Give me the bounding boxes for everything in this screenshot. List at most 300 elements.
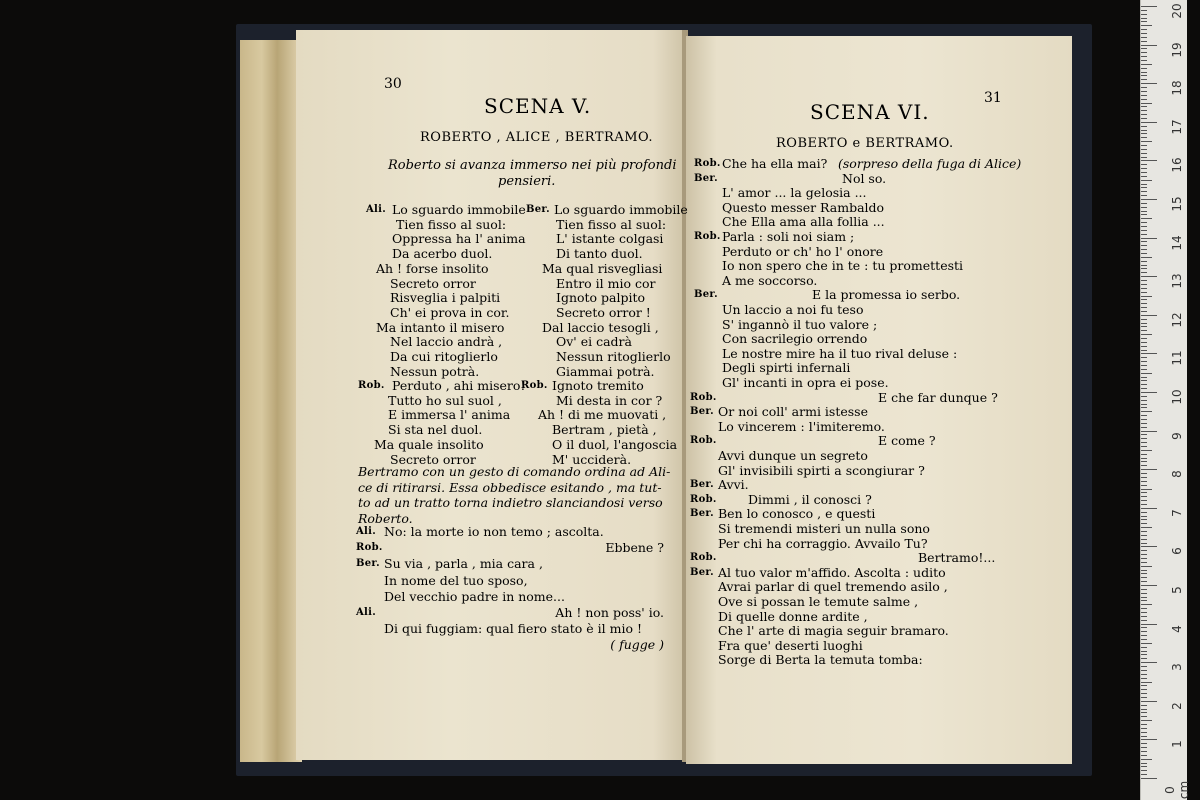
ruler-tick [1141,570,1147,571]
ruler-tick [1141,353,1157,354]
dialogue-line: Gl' incanti in opra ei pose. [722,375,889,390]
ruler-tick [1141,199,1157,200]
ruler-tick [1141,141,1152,142]
ruler-tick [1141,21,1147,22]
ruler-tick [1141,589,1147,590]
ruler-tick [1141,369,1147,370]
verse-line: Giammai potrà. [556,363,655,379]
ruler-tick [1141,573,1147,574]
ruler-tick [1141,736,1147,737]
ruler-tick [1141,585,1157,586]
ruler-number: 15 [1170,196,1184,212]
ruler-tick [1141,361,1147,362]
ruler-tick [1141,103,1152,104]
ruler-tick [1141,724,1147,725]
ruler-number: 16 [1170,157,1184,174]
ruler-number: 1 [1170,740,1184,749]
ruler-tick [1141,620,1147,621]
ruler-tick [1141,682,1152,683]
ruler-tick [1141,492,1147,493]
speaker-label: Ber. [690,508,714,520]
ruler-tick [1141,763,1147,764]
ruler-tick [1141,427,1147,428]
verse-line: L' istante colgasi [556,231,664,247]
verse-line: Ah ! di me muovati , [538,407,667,423]
ruler-tick [1141,25,1152,26]
ruler-tick [1141,631,1147,632]
dialogue-line: Di quelle donne ardite , [718,608,868,624]
ruler-tick [1141,257,1152,258]
ruler-tick [1141,678,1147,679]
speaker-label: Rob. [690,552,717,564]
ruler-tick [1141,469,1157,470]
ruler-tick [1141,149,1147,150]
ruler-tick [1141,95,1147,96]
dialogue-line: Che ha ella mai? [722,156,828,171]
ruler-tick [1141,774,1147,775]
ruler-tick [1141,728,1147,729]
dialogue-line: Avvi. [718,477,749,493]
ruler-tick [1141,504,1147,505]
page-edges [240,40,302,762]
ruler-tick [1141,280,1147,281]
left-stage-direction-1: Roberto si avanza immerso nei più profondi [388,158,677,173]
verse-line: Tien fisso al suol: [396,216,507,232]
ruler-tick [1141,481,1147,482]
ruler-tick [1141,554,1147,555]
speaker-label: Ali. [356,607,377,618]
left-scene-title: SCENA V. [484,94,592,118]
ruler-tick [1141,18,1147,19]
speaker-label: Ber. [690,406,714,418]
verse-line: Risveglia i palpiti [390,290,501,306]
ruler-tick [1141,365,1147,366]
ruler-tick [1141,153,1147,154]
ruler-tick [1141,261,1147,262]
ruler-tick [1141,99,1147,100]
dialogue-line: Del vecchio padre in nome... [384,588,565,604]
measuring-ruler [1140,0,1191,800]
ruler-tick [1141,612,1147,613]
dialogue-line: Or noi coll' armi istesse [718,404,868,420]
dialogue-line: Per chi ha corraggio. Avvailo Tu? [718,535,928,551]
ruler-tick [1141,709,1147,710]
ruler-tick [1141,739,1157,740]
ruler-tick [1141,114,1147,115]
ruler-tick [1141,651,1147,652]
ruler-number: 14 [1170,234,1184,251]
ruler-tick [1141,404,1147,405]
ruler-tick [1141,284,1147,285]
dialogue-line: S' ingannò il tuo valore ; [722,316,878,332]
ruler-tick [1141,693,1147,694]
ruler-tick [1141,454,1147,455]
ruler-tick [1141,512,1147,513]
speaker-label: Ber. [356,558,380,570]
verse-line: Perduto , ahi misero! [392,378,526,393]
ruler-tick [1141,276,1157,277]
ruler-number: 13 [1170,273,1184,289]
verse-line: M' ucciderà. [552,451,632,467]
dialogue-line: A me soccorso. [722,272,818,288]
ruler-tick [1141,597,1147,598]
ruler-tick [1141,72,1147,73]
speaker-ber: Ber. [526,204,550,215]
verse-line: Nel laccio andrà , [390,334,503,350]
ruler-tick [1141,519,1147,520]
ruler-tick [1141,110,1147,111]
ruler-tick [1141,720,1152,721]
dialogue-line: Ebbene ? [605,540,664,556]
dialogue-line: Nol so. [842,170,887,186]
ruler-tick [1141,346,1147,347]
dialogue-line: Si tremendi misteri un nulla sono [718,521,930,536]
ruler-tick [1141,566,1152,567]
ruler-tick [1141,450,1152,451]
dialogue-line: Fra que' deserti luoghi [718,637,863,653]
ruler-tick [1141,608,1147,609]
ruler-tick [1141,315,1157,316]
ruler-tick [1141,334,1152,335]
ruler-tick [1141,191,1147,192]
ruler-tick [1141,145,1147,146]
ruler-number: 9 [1170,431,1184,440]
ruler-number: 11 [1170,350,1184,367]
dialogue-line: Ah ! non poss' io. [555,605,664,620]
ruler-number: 8 [1170,470,1184,479]
ruler-tick [1141,639,1147,640]
ruler-tick [1141,10,1147,11]
ruler-tick [1141,670,1147,671]
ruler-tick [1141,137,1147,138]
ruler-tick [1141,56,1147,57]
ruler-tick [1141,184,1147,185]
ruler-tick [1141,83,1157,84]
ruler-tick [1141,600,1147,601]
dialogue-line: Dimmi , il conosci ? [748,491,872,507]
ruler-tick [1141,350,1147,351]
dialogue-line: Bertramo!... [918,550,996,566]
speaker-ali: Ali. [366,204,387,215]
ruler-number: 4 [1170,624,1184,633]
ruler-tick [1141,543,1147,544]
verse-line: Dal laccio tesogli , [542,319,659,335]
dialogue-line: E come ? [878,433,936,449]
ruler-number: 2 [1170,701,1184,710]
speaker-label: Rob. [690,435,717,447]
right-characters: ROBERTO e BERTRAMO. [776,136,954,151]
ruler-tick [1141,48,1147,49]
ruler-tick [1141,751,1147,752]
dialogue-line: Un laccio a noi fu teso [722,302,864,317]
ruler-tick [1141,747,1147,748]
ruler-tick [1141,716,1147,717]
ruler-tick [1141,465,1147,466]
dialogue-line: ( fugge ) [610,637,664,653]
dialogue-line: Questo messer Rambaldo [722,199,885,215]
ruler-tick [1141,689,1147,690]
ruler-tick [1141,122,1157,123]
ruler-tick [1141,604,1152,605]
speaker-label: Ber. [694,172,718,184]
ruler-tick [1141,577,1147,578]
ruler-number: 6 [1170,547,1184,556]
ruler-tick [1141,500,1147,501]
dialogue-line: Che Ella ama alla follia ... [722,214,885,230]
dialogue-line: Di qui fuggiam: qual fiero stato è il mio ! [384,621,642,637]
dialogue-line: Gl' invisibili spirti a scongiurar ? [718,462,925,478]
ruler-tick [1141,311,1147,312]
ruler-tick [1141,126,1147,127]
verse-line: E immersa l' anima [388,407,511,423]
ruler-tick [1141,666,1147,667]
ruler-tick [1141,697,1147,698]
ruler-tick [1141,407,1147,408]
dialogue-line: No: la morte io non temo ; ascolta. [384,524,604,539]
dialogue-line: L' amor ... la gelosia ... [722,185,867,201]
ruler-tick [1141,326,1147,327]
dialogue-line: Che l' arte di magia seguir bramaro. [718,623,949,639]
right-page-number: 31 [984,90,1002,106]
ruler-tick [1141,14,1147,15]
ruler-tick [1141,535,1147,536]
ruler-tick [1141,759,1152,760]
ruler-tick [1141,377,1147,378]
ruler-tick [1141,130,1147,131]
ruler-tick [1141,272,1147,273]
verse-line: Si sta nel duol. [388,422,483,438]
ruler-tick [1141,187,1147,188]
ruler-number: 20 [1170,3,1184,19]
ruler-tick [1141,396,1147,397]
speaker-label: Ber. [694,289,718,301]
ruler-tick [1141,496,1147,497]
ruler-tick [1141,106,1147,107]
ruler-tick [1141,546,1157,547]
stage-direction-line: Roberto. [358,510,413,526]
ruler-tick [1141,157,1147,158]
left-stage-direction-2: pensieri. [498,174,556,189]
ruler-tick [1141,52,1147,53]
ruler-tick [1141,400,1147,401]
speaker-label: Ber. [690,566,714,578]
ruler-number: 17 [1170,119,1184,135]
ruler-tick [1141,558,1147,559]
ruler-tick [1141,180,1152,181]
dialogue-line: Sorge di Berta la temuta tomba: [718,652,923,668]
dialogue-line: Ben lo conosco , e questi [718,506,876,522]
ruler-tick [1141,477,1147,478]
ruler-tick [1141,87,1147,88]
ruler-tick [1141,539,1147,540]
ruler-tick [1141,307,1147,308]
dialogue-line: Lo vincerem : l'imiteremo. [718,418,885,434]
ruler-tick [1141,438,1147,439]
verse-line: Da acerbo duol. [392,246,493,262]
ruler-tick [1141,292,1147,293]
ruler-tick [1141,635,1147,636]
ruler-tick [1141,79,1147,80]
dialogue-line: Perduto or ch' ho l' onore [722,243,884,259]
verse-line: Bertram , pietà , [552,422,657,438]
ruler-tick [1141,60,1147,61]
right-scene-title: SCENA VI. [810,100,930,124]
ruler-tick [1141,766,1147,767]
ruler-tick [1141,299,1147,300]
verse-line: Ma intanto il misero [376,319,505,335]
stage-direction-line: Bertramo con un gesto di comando ordina ad Ali- [358,464,671,479]
ruler-tick [1141,627,1147,628]
ruler-number: 3 [1170,663,1184,672]
ruler-number: 10 [1170,389,1184,405]
speaker-label: Rob. [694,158,721,169]
ruler-tick [1141,446,1147,447]
speaker-label: Rob. [694,231,721,242]
ruler-number: 12 [1170,312,1184,328]
verse-line: Entro il mio cor [556,275,656,291]
ruler-tick [1141,6,1157,7]
ruler-tick [1141,662,1157,663]
dialogue-line: Al tuo valor m'affido. Ascolta : udito [718,564,946,580]
ruler-tick [1141,37,1147,38]
verse-line: Secreto orror [390,275,476,291]
ruler-tick [1141,68,1147,69]
ruler-tick [1141,434,1147,435]
ruler-tick [1141,226,1147,227]
ruler-tick [1141,388,1147,389]
ruler-tick [1141,29,1147,30]
ruler-tick [1141,203,1147,204]
ruler-tick [1141,330,1147,331]
ruler-tick [1141,419,1147,420]
left-characters: ROBERTO , ALICE , BERTRAMO. [420,130,654,145]
ruler-tick [1141,238,1157,239]
ruler-tick [1141,654,1147,655]
ruler-number: 5 [1170,586,1184,594]
verse-line: Ch' ei prova in cor. [390,304,510,320]
verse-line: Nessun ritoglierlo [556,349,671,364]
verse-line: Nessun potrà. [390,363,480,379]
ruler-tick [1141,265,1147,266]
verse-line: Lo sguardo immobile [554,202,688,217]
ruler-tick [1141,168,1147,169]
ruler-tick [1141,712,1147,713]
ruler-tick [1141,164,1147,165]
ruler-tick [1141,489,1152,490]
ruler-tick [1141,647,1147,648]
ruler-tick [1141,423,1147,424]
ruler-tick [1141,218,1152,219]
ruler-tick [1141,593,1147,594]
dialogue-line: Degli spirti infernali [722,360,851,376]
dialogue-line: Parla : soli noi siam ; [722,229,855,244]
dialogue-line: Avrai parlar di quel tremendo asilo , [718,579,948,595]
ruler-tick [1141,778,1157,779]
ruler-number: 0 cm [1163,780,1191,800]
ruler-tick [1141,516,1147,517]
ruler-tick [1141,550,1147,551]
speaker-label: Ali. [356,526,377,537]
ruler-tick [1141,581,1147,582]
ruler-tick [1141,770,1147,771]
verse-line: Da cui ritoglierlo [390,349,498,364]
verse-line: Ignoto palpito [556,290,646,306]
ruler-tick [1141,527,1152,528]
ruler-tick [1141,616,1147,617]
ruler-number: 19 [1170,41,1184,58]
ruler-tick [1141,160,1157,161]
verse-line: Tutto ho sul suol , [388,392,502,408]
ruler-tick [1141,380,1147,381]
ruler-number: 7 [1170,508,1184,517]
ruler-tick [1141,705,1147,706]
ruler-tick [1141,373,1152,374]
speaker-label: Rob. [690,493,717,505]
ruler-tick [1141,531,1147,532]
dialogue-line: Io non spero che in te : tu promettesti [722,258,964,274]
verse-line: Tien fisso al suol: [556,216,667,232]
ruler-tick [1141,701,1157,702]
ruler-tick [1141,195,1147,196]
verse-line: Ah ! forse insolito [376,260,489,276]
ruler-tick [1141,319,1147,320]
ruler-tick [1141,342,1147,343]
verse-line: Di tanto duol. [556,246,643,262]
left-page-number: 30 [384,76,402,92]
ruler-tick [1141,755,1147,756]
ruler-tick [1141,442,1147,443]
ruler-tick [1141,133,1147,134]
ruler-tick [1141,245,1147,246]
verse-line: Ov' ei cadrà [556,334,632,350]
ruler-tick [1141,732,1147,733]
ruler-tick [1141,241,1147,242]
verse-line: Mi desta in cor ? [556,392,663,408]
dialogue-line: Ove si possan le temute salme , [718,594,919,609]
dialogue-line: E la promessa io serbo. [812,287,961,303]
dialogue-line: Avvi dunque un segreto [718,448,868,463]
ruler-tick [1141,214,1147,215]
ruler-tick [1141,249,1147,250]
speaker-rob-b: Rob. [521,380,548,391]
speaker-label: Ber. [690,479,714,491]
verse-line: Ma quale insolito [374,436,484,452]
ruler-tick [1141,33,1147,34]
ruler-tick [1141,643,1152,644]
ruler-number: 18 [1170,80,1184,96]
ruler-tick [1141,431,1157,432]
dialogue-line: E che far dunque ? [878,389,998,405]
ruler-tick [1141,118,1147,119]
dialogue-line: In nome del tuo sposo, [384,572,528,588]
verse-line: O il duol, l'angoscia [552,436,678,452]
ruler-tick [1141,234,1147,235]
stage-direction-line: to ad un tratto torna indietro slanciandosi verso [358,495,663,510]
verse-line: Ignoto tremito [552,378,644,393]
dialogue-line: Su via , parla , mia cara , [384,556,543,572]
ruler-tick [1141,357,1147,358]
ruler-tick [1141,674,1147,675]
verse-line: Ma qual risvegliasi [542,260,663,276]
ruler-tick [1141,91,1147,92]
dialogue-line: Le nostre mire ha il tuo rival deluse : [722,345,958,361]
verse-line: Oppressa ha l' anima [392,231,526,247]
ruler-tick [1141,485,1147,486]
speaker-label: Rob. [356,542,383,554]
ruler-tick [1141,172,1147,173]
ruler-tick [1141,288,1147,289]
ruler-tick [1141,338,1147,339]
